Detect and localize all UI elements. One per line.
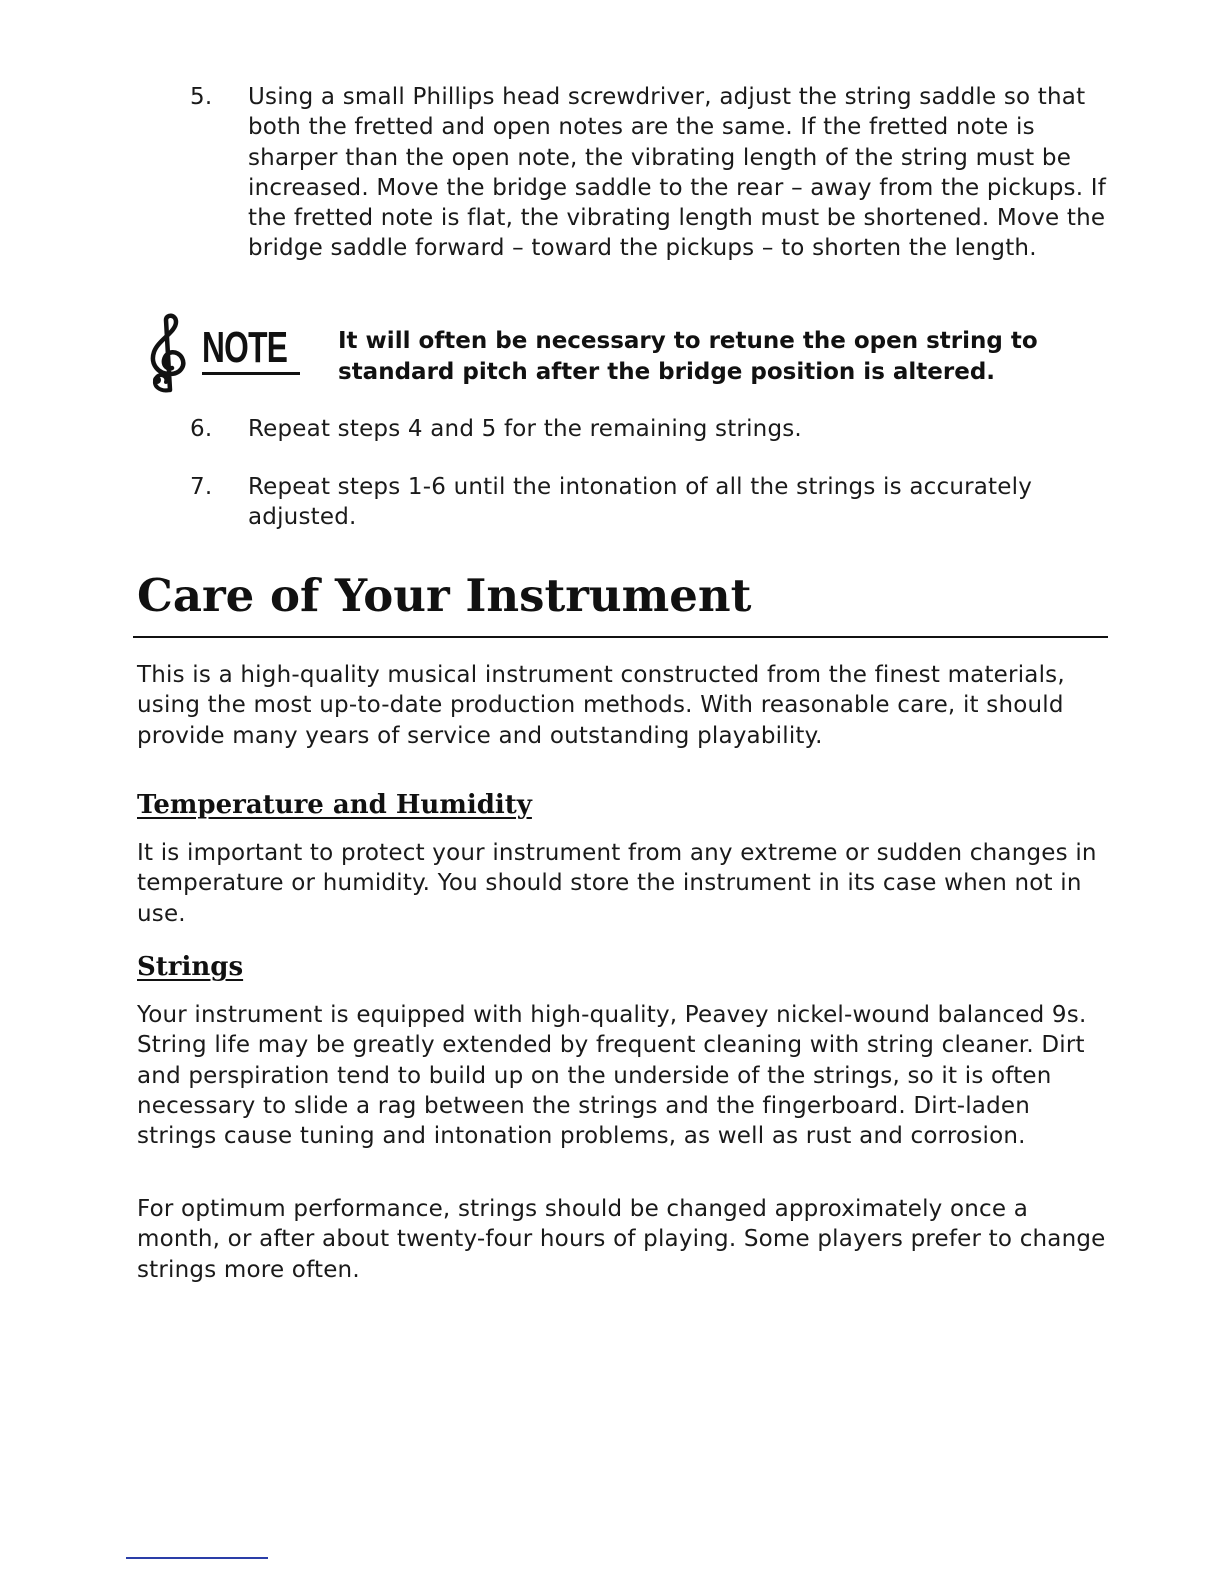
note-callout <box>140 312 1100 402</box>
strings-paragraph-1: Your instrument is equipped with high-quality, Peavey nickel-wound balanced 9s. String life may be greatly extended by frequent cleaning with string cleaner. Dirt and perspiration tend to build up on the underside of the strings, so it is often necessary to slide a rag between the strings and the fingerboard. Dirt-laden strings cause tuning and intonation problems, as well as rust and corrosion. <box>137 1002 1087 1150</box>
note-text: It will often be necessary to retune the open string to standard pitch after the bridge position is altered. <box>338 328 1038 385</box>
temperature-heading: Temperature and Humidity <box>137 790 532 820</box>
footer-rule <box>126 1557 268 1559</box>
step-number: 7. <box>190 474 213 500</box>
step-text: Using a small Phillips head screwdriver, adjust the string saddle so that both the fretted and open notes are the same. If the fretted note is sharper than the open note, the vibrating length of the string must be increased. Move the bridge saddle to the rear – away from the pickups. If the fretted note is flat, the vibrating length must be shortened. Move the bridge saddle forward – toward the pickups – to shorten the length. <box>248 84 1106 262</box>
step-text: Repeat steps 4 and 5 for the remaining strings. <box>248 416 802 442</box>
strings-paragraph-2: For optimum performance, strings should be changed approximately once a month, or after about twenty-four hours of playing. Some players prefer to change strings more often. <box>137 1196 1106 1283</box>
care-intro: This is a high-quality musical instrument constructed from the finest materials, using the most up-to-date production methods. With reasonable care, it should provide many years of service and outstanding playability. <box>137 662 1065 749</box>
strings-heading: Strings <box>137 952 244 982</box>
section-title-rule <box>133 636 1108 638</box>
temperature-text: It is important to protect your instrument from any extreme or sudden changes in temperature or humidity. You should store the instrument in its case when not in use. <box>137 840 1097 927</box>
note-label: NOTE <box>202 323 288 372</box>
note-underline <box>202 372 300 375</box>
section-title: Care of Your Instrument <box>137 569 752 622</box>
step-number: 5. <box>190 84 213 110</box>
step-text: Repeat steps 1-6 until the intonation of all the strings is accurately adjusted. <box>248 474 1033 531</box>
treble-clef-icon <box>140 312 198 400</box>
step-number: 6. <box>190 416 213 442</box>
